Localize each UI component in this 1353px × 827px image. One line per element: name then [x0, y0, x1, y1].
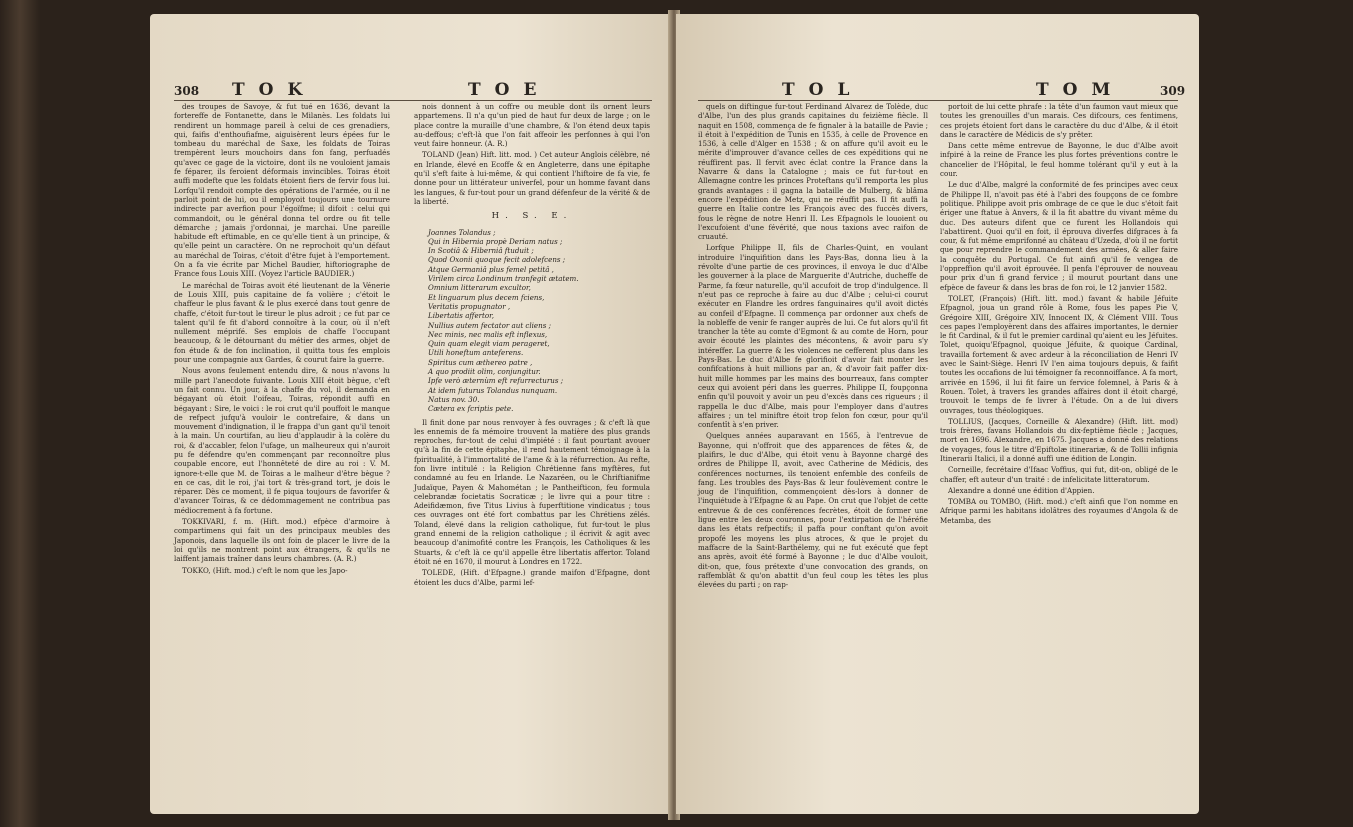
poem-line: Virilem circa Londinum tranfegit ætatem.	[428, 274, 579, 284]
page-number: 308	[174, 84, 200, 98]
header-rule	[698, 100, 1178, 101]
poem-line: Joannes Tolandus ;	[428, 227, 496, 237]
paragraph: TOKKIVARI, f. m. (Hift. mod.) efpèce d'armoire à compartimens qui fait un des principaux meubles des Japonois, dans laquelle ils ont foin de placer le livre de la loi qu'ils ne montrent point aux étrangers, & qu'ils ne laiffent jamais traîner dans leurs chambres. (A. R.)	[174, 517, 390, 564]
poem-line: At idem futurus Tolandus nunquam.	[428, 385, 558, 395]
right-page	[676, 14, 1199, 814]
poem-line: Natus nov. 30.	[428, 394, 480, 404]
epitaph-poem	[428, 228, 650, 414]
paragraph: quels on diftingue fur-tout Ferdinand Alvarez de Tolède, duc d'Albe, l'un des plus grands capitaines du feizième fiècle. Il naquit en 1508, commença de fe fignaler à la bataille de Pavie ; il étoit à l'expédition de Tunis en 1535, à celle de Provence en 1536, à celle d'Alger en 1538 ; & on affure qu'il avoit eu le mérite d'improuver d'avance celles de ces expéditions qui ne réuffirent pas. Il fervit avec éclat contre la France dans la Navarre & dans la Catalogne ; mais ce fut fur-tout en Allemagne contre les princes Proteftans qu'il remporta les plus grands avantages : il gagna la bataille de Mulberg, & blâma encore l'expédition de Metz, qui ne réuffit pas. Il fit auffi la guerre en Italie contre les François avec des fuccès divers, fous le règne de notre Henri II. Les Efpagnols le louoient ou l'excufoient d'une févérité, que nous taxions avec raifon de cruauté.	[698, 102, 928, 242]
paragraph: Le maréchal de Toiras avoit été lieutenant de la Vénerie de Louis XIII, puis capitaine de fa volière ; c'étoit le chaffeur le plus favant & le plus exercé dans tout genre de chaffe, c'étoit fur-tout le tireur le plus adroit ; ce fut par ce talent qu'il fe fit d'abord connoître à la cour, où il n'eft nullement méprifé. Ses emplois de chaffe l'occupant beaucoup, & le détournant du métier des armes, objet de fon étude & de fon inclination, il quitta tous fes emplois pour une compagnie aux Gardes, & courut faire la guerre.	[174, 280, 390, 365]
left-page-column-1	[174, 102, 390, 577]
poem-line: Atque Germaniâ plus femel petitâ ,	[428, 264, 554, 274]
paragraph: Lorfque Philippe II, fils de Charles-Quint, en voulant introduire l'inquifition dans les Pays-Bas, donna lieu à la révolte d'une partie de ces provinces, il envoya le duc d'Albe les gouverner à la place de Marguerite d'Autriche, ducheffe de Parme, fa fœur naturelle, qu'il accufoit de trop d'indulgence. Il n'eut pas ce reproche à faire au duc d'Albe ; celui-ci courut exécuter en Flandre les ordres fanguinaires qu'il avoit dictés au confeil d'Efpagne. Il commença par ordonner aux chefs de la nobleffe de venir fe ranger auprès de lui. Ce fut alors qu'il fit trancher la tête au comte d'Egmont & au comte de Horn, pour avoir écouté les plaintes des mécontens, & avoir paru s'y intéreffer. La guerre & les violences ne cefferent plus dans les Pays-Bas. Le duc d'Albe fe glorifioit d'avoir fait monter les confifcations à huit millions par an, & d'avoir fait paffer dix-huit mille hommes par les mains des bourreaux, fans compter ceux qui avoient péri dans les guerres. Philippe II, foupçonna enfin qu'il pouvoit y avoir un peu d'excès dans ces rigueurs ; il rappella le duc d'Albe, mais pour l'employer dans d'autres affaires ; un tel miniftre étoit trop felon fon cœur, pour qu'il confentît à s'en priver.	[698, 243, 928, 430]
left-page	[150, 14, 672, 814]
running-head: TOE	[468, 80, 551, 100]
poem-line: In Scotiâ & Hiberniâ ftuduit ;	[428, 246, 534, 256]
paragraph: TOLLIUS, (Jacques, Corneille & Alexandre) (Hift. litt. mod) trois frères, favans Hollandois du dix-feptième fiècle ; Jacques, mort en 1696. Alexandre, en 1675. Jacques a donné des relations de voyages, fous le titre d'Epiftolæ itinerariæ, & de Tollii infignia Itinerarii Italici, il a donné auffi une édition de Longin.	[940, 416, 1178, 463]
right-page-column-2	[940, 102, 1178, 527]
paragraph: TOMBA ou TOMBO, (Hift. mod.) c'eft ainfi que l'on nomme en Afrique parmi les habitans idolâtres des royaumes d'Angola & de Metamba, des	[940, 497, 1178, 525]
left-page-column-2	[414, 102, 650, 589]
paragraph: Il finit done par nous renvoyer à fes ouvrages ; & c'eft là que les ennemis de fa mémoire trouvent la matière des plus grands reproches, fur-tout de celui d'impiété : il faut pourtant avouer qu'à la fin de cette épitaphe, il rend hautement témoignage à la fpiritualité, à l'immortalité de l'ame & à la réfurrection. Au refte, fon livre intitulé : la Religion Chrétienne fans myftères, fut condamné au feu en Irlande. Le Nazaréen, ou le Chriftianifme Judaïque, Payen & Mahométan ; le Pantheifticon, feu formula celebrandæ focietatis Socraticæ ; le livre qui a pour titre : Adeifidæmon, five Titus Livius à fuperftitione vindicatus ; tous ces ouvrages ont été fort combattus par les Chrétiens zélés. Toland, élevé dans la religion catholique, fut fur-tout le plus grand ennemi de la religion catholique ; il écrivit & agit avec beaucoup d'animofité contre les François, les Catholiques & les Stuarts, & c'eft là ce qu'il appelle être libertatis affertor. Toland étoit né en 1670, il mourut à Londres en 1722.	[414, 417, 650, 566]
right-page-column-1	[698, 102, 928, 591]
paragraph: nois donnent à un coffre ou meuble dont ils ornent leurs appartemens. Il n'a qu'un pied de haut fur deux de large ; on le place contre la muraille d'une chambre, & l'on étend deux tapis au-deffous; c'eft-là que l'on fait affeoir les perfonnes à qui l'on veut faire honneur. (A. R.)	[414, 102, 650, 149]
paragraph: Alexandre a donné une édition d'Appien.	[948, 485, 1095, 495]
paragraph: Dans cette même entrevue de Bayonne, le duc d'Albe avoit infpiré à la reine de France les plus fortes préventions contre le chancelier de l'Hôpital, le feul homme tolérant qu'il y eut à la cour.	[940, 141, 1178, 179]
poem-line: A quo prodiit olim, conjungitur.	[428, 367, 541, 377]
paragraph: des troupes de Savoye, & fut tué en 1636, devant la fortereffe de Fontanette, dans le Milanès. Les foldats lui rendirent un hommage pareil à celui de ces grenadiers, qui, faifis d'enthoufiafme, aiguisèrent leurs épées fur le tombeau du maréchal de Saxe, les foldats de Toiras trempèrent leurs mouchoirs dans fon fang, perfuadés qu'avec ce gage de la victoire, dont ils ne vouloient jamais fe féparer, ils feroient déformais invincibles. Toiras étoit auffi modefte que les foldats étoient fiers de fervir fous lui. Lorfqu'il rendoit compte des opérations de l'armée, ou il ne parloit point de lui, ou il employoit toujours une tournure indirecte par averfion pour l'égoïfme; il difoit : celui qui commandoit, ou le général donna tel ordre ou fit telle démarche ; jamais j'ordonnai, je marchai. Une pareille habitude eft eftimable, en ce qu'elle tient à un principe, & qu'elle peint un caractère. On ne reprochoit qu'un défaut au maréchal de Toiras, c'étoit d'être fujet à l'emportement. On a fa vie écrite par Michel Baudier, hiftoriographe de France fous Louis XIII. (Voyez l'article BAUDIER.)	[174, 102, 390, 279]
poem-line: Utili honeftum anteferens.	[428, 348, 524, 358]
paragraph: TOLAND (Jean) Hift. litt. mod. ) Cet auteur Anglois célèbre, né en Irlande, élevé en Ecoffe & en Angleterre, dans une épitaphe qu'il s'eft faite à lui-même, & qui contient l'hiftoire de fa vie, fe donne pour un littérateur univerfel, pour un homme favant dans les langues, & fur-tout pour un grand défenfeur de la vérité & de la liberté.	[414, 150, 650, 206]
paragraph: Nous avons feulement entendu dire, & nous n'avons lu mille part l'anecdote fuivante. Louis XIII étoit bègue, c'eft un fait connu. Un jour, à la chaffe du vol, il demanda en bégayant où étoit l'oifeau, Toiras, répondit auffi en bégayant : Sire, le voici : le roi crut qu'il pouffoit le manque de refpect jufqu'à vouloir le contrefaire, & dans un mouvement d'indignation, il le frappa d'un gant qu'il tenoit à la main. Un courtifan, au lieu d'applaudir à la colère du roi, & d'accabler, felon l'ufage, un malheureux qui n'auroit pu fe défendre qu'en commençant par reconnoître plus coupable encore, eut l'honnêteté de dire au roi : V. M. ignore-t-elle que M. de Toiras a le malheur d'être bègue ? en ce cas, dit le roi, j'ai tort & très-grand tort, je dois le réparer. Dès ce moment, il fe piqua toujours de favorifer & d'avancer Toiras, & ce dédommagement ne contribua pas médiocrement à fa fortune.	[174, 366, 390, 515]
poem-line: Cætera ex fcriptis pete.	[428, 404, 514, 414]
poem-line: Omnium litterarum excultor,	[428, 283, 531, 293]
paragraph: Le duc d'Albe, malgré la conformité de fes principes avec ceux de Philippe II, n'avoit pas été à l'abri des foupçons de ce fombre politique. Philippe avoit pris ombrage de ce que le duc s'étoit fait ériger une ftatue à Anvers, & il la fit abattre du vivant même du duc. Des auteurs difent que ce furent les Hollandois qui l'abattirent. Quoi qu'il en foit, il éprouva diverfes difgraces à fa cour, & fut même emprifonné au château d'Uzeda, d'où il ne fortit que pour reprendre le commandement des armées, & aller faire la conquête du Portugal. Ce fut ainfi qu'il fe vengea de l'oppreffion qu'il avoit éprouvée. Il penfa l'éprouver de nouveau pour prix d'un fi grand fervice ; il mourut pourtant dans une efpèce de faveur & dans les bras de fon roi, le 12 janvier 1582.	[940, 180, 1178, 292]
poem-line: Quin quam elegit viam perageret,	[428, 339, 550, 349]
epitaph-heading: H. S. E.	[491, 211, 573, 222]
poem-line: Spiritus cum æthereo patre ,	[428, 357, 533, 367]
page-number: 309	[1160, 84, 1186, 98]
poem-line: Ipfe verò æternùm eft refurrecturus ;	[428, 376, 564, 386]
poem-line: Veritatis propugnator ,	[428, 301, 511, 311]
header-rule	[174, 100, 652, 101]
poem-line: Libertatis affertor,	[428, 311, 495, 321]
running-head: TOL	[782, 80, 864, 100]
poem-line: Qui in Hibernia propè Deriam natus ;	[428, 236, 563, 246]
paragraph: portoit de lui cette phrafe : la tête d'un faumon vaut mieux que toutes les grenouilles d'un marais. Ces difcours, ces fentimens, ces projets étoient fort dans le caractère du duc d'Albe, & il étoit dans le caractère de Médicis de s'y prêter.	[940, 102, 1178, 139]
paragraph: TOLET, (François) (Hift. litt. mod.) favant & habile Jéfuite Efpagnol, joua un grand rôle à Rome, fous les papes Pie V, Grégoire XIII, Grégoire XIV, Innocent IX, & Clément VIII. Tous ces papes l'employèrent dans des affaires importantes, le dernier le fit Cardinal, & il fut le premier cardinal qu'aient eu les Jéfuites. Tolet, quoiqu'Efpagnol, quoique Jéfuite, & quoique Cardinal, travailla fortement & avec ardeur à la réconciliation de Henri IV avec le Saint-Siège. Henri IV l'en aima toujours depuis, & faifit toutes les occafions de lui témoigner fa reconnoiffance. A fa mort, arrivée en 1596, il lui fit faire un fervice folemnel, à Paris & à Rouen. Tolet, à travers les grandes affaires dont il étoit chargé, trouvoit le temps de fe livrer à l'étude. On a de lui divers ouvrages, tous théologiques.	[940, 293, 1178, 415]
poem-line: Et linguarum plus decem fciens,	[428, 292, 545, 302]
running-head: TOK	[232, 80, 317, 100]
paragraph: Quelques années auparavant en 1565, à l'entrevue de Bayonne, qui n'offroit que des apparences de fêtes &, de plaifirs, le duc d'Albe, qui étoit venu à Bayonne chargé des ordres de Philippe II, avoit, avec Catherine de Médicis, des conférences nocturnes, ils tenoient enfemble des confeils de fang. Les troubles des Pays-Bas & leur foulèvement contre le joug de l'inquifition, commençoient dès-lors à donner de l'inquiétude à l'Efpagne & au Pape. On crut que l'objet de cette entrevue & de ces conférences fecrètes, étoit de former une ligue entre les deux couronnes, pour l'extirpation de l'héréfie dans les états refpectifs; il paffa pour conftant qu'on avoit propofé les moyens les plus atroces, & que le projet du maffacre de la Saint-Barthélemy, qui ne fut exécuté que fept ans après, avoit été formé à Bayonne ; le duc d'Albe vouloit, dit-on, que, fous prétexte d'une convocation des grands, on raffemblât & qu'on abattit d'un feul coup les têtes les plus élevées du parti ; on rap-	[698, 431, 928, 590]
running-head: TOM	[1036, 80, 1125, 100]
poem-line: Nullius autem fectator aut cliens ;	[428, 320, 551, 330]
poem-line: Quod Oxonii quoque fecit adolefcens ;	[428, 255, 566, 265]
paragraph: TOLEDE, (Hift. d'Efpagne.) grande maifon d'Efpagne, dont étoient les ducs d'Albe, parmi lef-	[414, 568, 650, 587]
poem-line: Nec minis, nec malis eft inflexus,	[428, 329, 548, 339]
paragraph: TOKKO, (Hift. mod.) c'eft le nom que les Japo-	[182, 565, 348, 575]
paragraph: Corneille, fecrétaire d'Ifaac Voffius, qui fut, dit-on, obligé de le chaffer, eft auteur d'un traité : de infelicitate litteratorum.	[940, 465, 1178, 484]
